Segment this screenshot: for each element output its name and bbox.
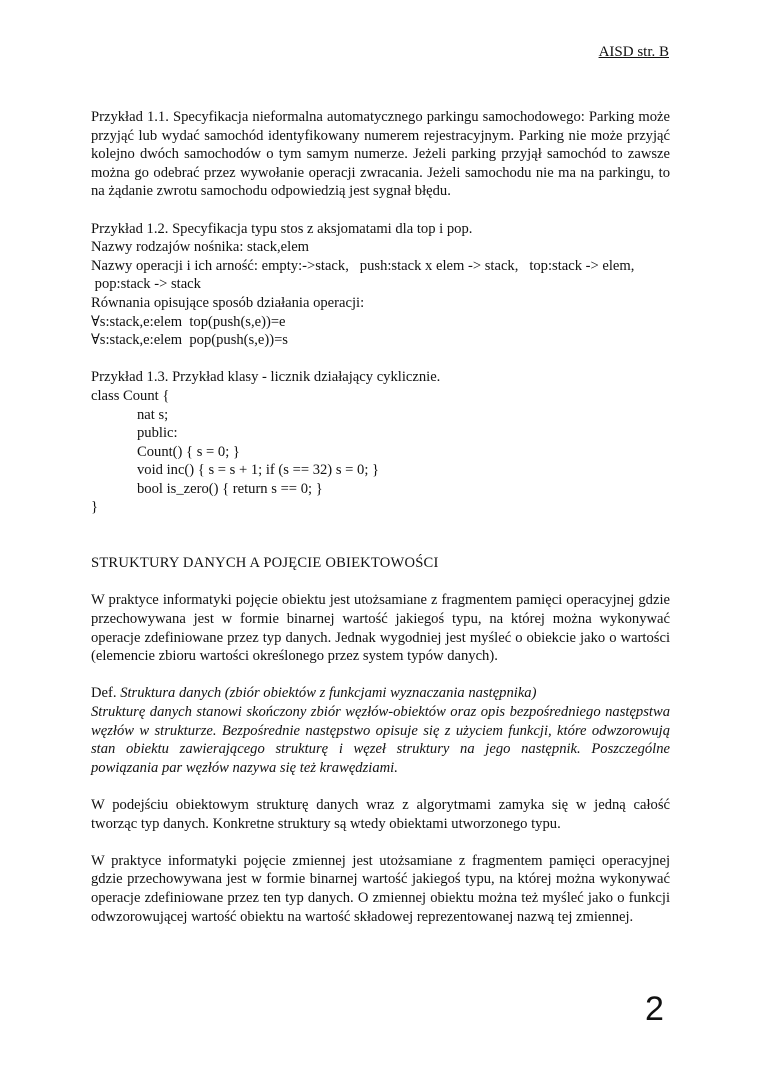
example-3-title: Przykład 1.3. Przykład klasy - licznik działający cyklicznie.: [91, 369, 441, 386]
code-line: nat s;: [137, 406, 169, 423]
spacer: [91, 666, 670, 685]
code-line: public:: [137, 425, 178, 442]
spacer: [91, 833, 670, 852]
example-2-line: Przykład 1.2. Specyfikacja typu stos z aksjomatami dla top i pop.: [91, 220, 473, 237]
page-content: [91, 108, 670, 926]
spacer: [91, 517, 670, 536]
axiom-line: ∀s:stack,e:elem pop(push(s,e))=s: [91, 332, 288, 349]
page-number: 2: [645, 990, 664, 1028]
code-line: Count() { s = 0; }: [137, 443, 240, 460]
code-line: bool is_zero() { return s == 0; }: [137, 480, 323, 497]
section-paragraph: W praktyce informatyki pojęcie zmiennej jest utożsamiane z fragmentem pamięci operacyjnej gdzie przechowywana jest w formie binarnej wartość jakiegoś typu, na której można wykonywać operacje zdefiniowane przez ten typ danych. O zmiennej obiektu można też myśleć jako o funkcji odwzorowującej wartość obiektu na wartość składowej reprezentowanej nazwą tej zmiennej.: [91, 852, 670, 925]
definition-prefix: Def.: [91, 685, 121, 702]
section-heading: STRUKTURY DANYCH A POJĘCIE OBIEKTOWOŚCI: [91, 555, 439, 572]
spacer: [91, 350, 670, 369]
example-2-line: Nazwy operacji i ich arność: empty:->stack, push:stack x elem -> stack, top:stack -> elem,: [91, 257, 635, 274]
example-1-paragraph: Przykład 1.1. Specyfikacja nieformalna automatycznego parkingu samochodowego: Parking może przyjąć lub wydać samochód identyfikowany numerem rejestracyjnym. Parking nie może przyjąć kolejno dwóch samochodów o tym samym numerze. Jeżeli parking przyjął samochód to zawsze można go odebrać przez wywołanie operacji zwracania. Jeżeli samochodu nie ma na parkingu, to na żądanie zwrotu samochodu odpowiedzią jest sygnał błędu.: [91, 109, 670, 200]
section-paragraph: W podejściu obiektowym strukturę danych wraz z algorytmami zamyka się w jedną całość tworząc typ danych. Konkretne struktury są wtedy obiektami utworzonego typu.: [91, 796, 670, 832]
example-2-line: Nazwy rodzajów nośnika: stack,elem: [91, 239, 310, 256]
example-2-line: Równania opisujące sposób działania operacji:: [91, 294, 365, 311]
code-line: class Count {: [91, 387, 170, 404]
spacer: [91, 201, 670, 220]
spacer: [91, 536, 670, 555]
definition-body: Strukturę danych stanowi skończony zbiór węzłów-obiektów oraz opis bezpośredniego następstwa węzłów w strukturze. Bezpośrednie następstwo opisuje się z użyciem funkcji, które odwzorowują stan obiektu zawierającego strukturę i węzeł struktury na jego następnik. Poszczególne powiązania par węzłów nazywa się też krawędziami.: [91, 704, 670, 776]
code-line: }: [91, 499, 99, 516]
definition-name: Struktura danych (zbiór obiektów z funkcjami wyznaczania następnika): [120, 685, 537, 702]
code-line: void inc() { s = s + 1; if (s == 32) s = 0; }: [137, 462, 380, 479]
spacer: [91, 777, 670, 796]
axiom-line: ∀s:stack,e:elem top(push(s,e))=e: [91, 313, 286, 330]
running-header: AISD str. B: [598, 44, 669, 60]
definition-title: [91, 684, 670, 703]
example-2-block: [91, 220, 670, 350]
example-3-block: [91, 368, 670, 517]
example-2-line: pop:stack -> stack: [91, 276, 201, 293]
spacer: [91, 573, 670, 592]
section-paragraph: W praktyce informatyki pojęcie obiektu jest utożsamiane z fragmentem pamięci operacyjnej gdzie przechowywana jest w formie binarnej wartość jakiegoś typu, na której można wykonywać operacje zdefiniowane przez typ danych. Jednak wygodniej jest myśleć o obiekcie jako o wartości (elemencie zbioru wartości określonego przez system typów danych).: [91, 592, 670, 665]
